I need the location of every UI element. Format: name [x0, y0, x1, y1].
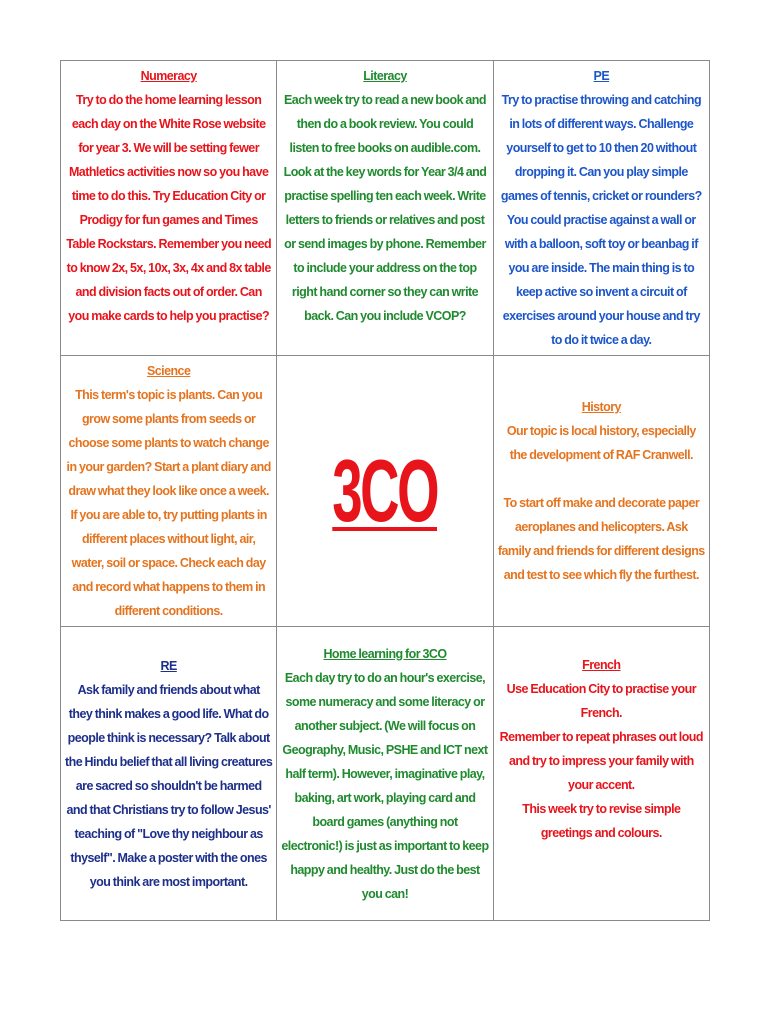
grid-row-2 [61, 356, 710, 627]
numeracy-cell [61, 61, 277, 356]
literacy-text: Each week try to read a new book and then do a book review. You could listen to free books on audible.com. Look at the key words for Year 3/4 and practise spelling ten each week. Write letters to friends or relatives and post or send images by phone. Remember to include your address on the top right hand corner so they can write back. Can you include VCOP? [283, 93, 487, 323]
re-heading: RE [160, 658, 177, 673]
history-spacer [498, 467, 705, 491]
class-title-cell [277, 356, 493, 627]
pe-heading: PE [593, 69, 610, 83]
grid-row-3 [61, 627, 710, 921]
science-text: This term's topic is plants. Can you grow some plants from seeds or choose some plants to watch change in your garden? Start a plant diary and draw what they look like once a week. If you are able to, try putting plants in different places without light, air, water, soil or space. Check each day and record what happens to them in different conditions. [66, 388, 271, 618]
numeracy-text: Try to do the home learning lesson each day on the White Rose website for year 3. We will be setting fewer Mathletics activities now so you have time to do this. Try Education City or Prodigy for fun games and Times Table Rockstars. Remember you need to know 2x, 5x, 10x, 3x, 4x and 8x table and division facts out of order. Can you make cards to help you practise? [66, 93, 272, 323]
science-heading: Science [146, 364, 191, 378]
history-cell [493, 356, 709, 627]
literacy-cell [277, 61, 493, 356]
re-text: Ask family and friends about what they think makes a good life. What do people think is necessary? Talk about the Hindu belief that all living creatures are sacred so shouldn't be harmed and that Christians try to follow Jesus' teaching of "Love thy neighbour as thyself". Make a poster with the ones you think are most important. [65, 682, 273, 889]
science-cell [61, 356, 277, 627]
home-learning-heading: Home learning for 3CO [323, 646, 447, 661]
pe-text: Try to practise throwing and catching in lots of different ways. Challenge yourself to get to 10 then 20 without dropping it. Can you play simple games of tennis, cricket or rounders? You could practise against a wall or with a balloon, soft toy or beanbag if you are inside. The main thing is to keep active so invent a circuit of exercises around your house and try to do it twice a day. [500, 93, 702, 347]
history-heading: History [581, 400, 621, 414]
class-title: 3CO [332, 441, 438, 540]
history-text-1: Our topic is local history, especially the development of RAF Cranwell. [506, 424, 696, 462]
french-heading: French [582, 658, 621, 672]
french-text-3: This week try to revise simple greetings and colours. [522, 802, 681, 840]
home-learning-cell [277, 627, 493, 921]
grid-row-1 [61, 61, 710, 356]
literacy-heading: Literacy [363, 69, 407, 83]
french-cell [493, 627, 709, 921]
pe-cell [493, 61, 709, 356]
history-text-2: To start off make and decorate paper aeroplanes and helicopters. Ask family and friends for different designs and test to see which fly the furthest. [497, 496, 705, 582]
numeracy-heading: Numeracy [140, 69, 197, 83]
french-text-2: Remember to repeat phrases out loud and try to impress your family with your accent. [499, 730, 703, 792]
home-learning-grid [60, 60, 710, 921]
french-text-1: Use Education City to practise your French. [506, 682, 697, 720]
re-cell [61, 627, 277, 921]
home-learning-text: Each day try to do an hour's exercise, some numeracy and some literacy or another subject. (We will focus on Geography, Music, PSHE and ICT next half term). However, imaginative play, baking, art work, playing card and board games (anything not electronic!) is just as important to keep happy and healthy. Just do the best you can! [281, 670, 489, 901]
